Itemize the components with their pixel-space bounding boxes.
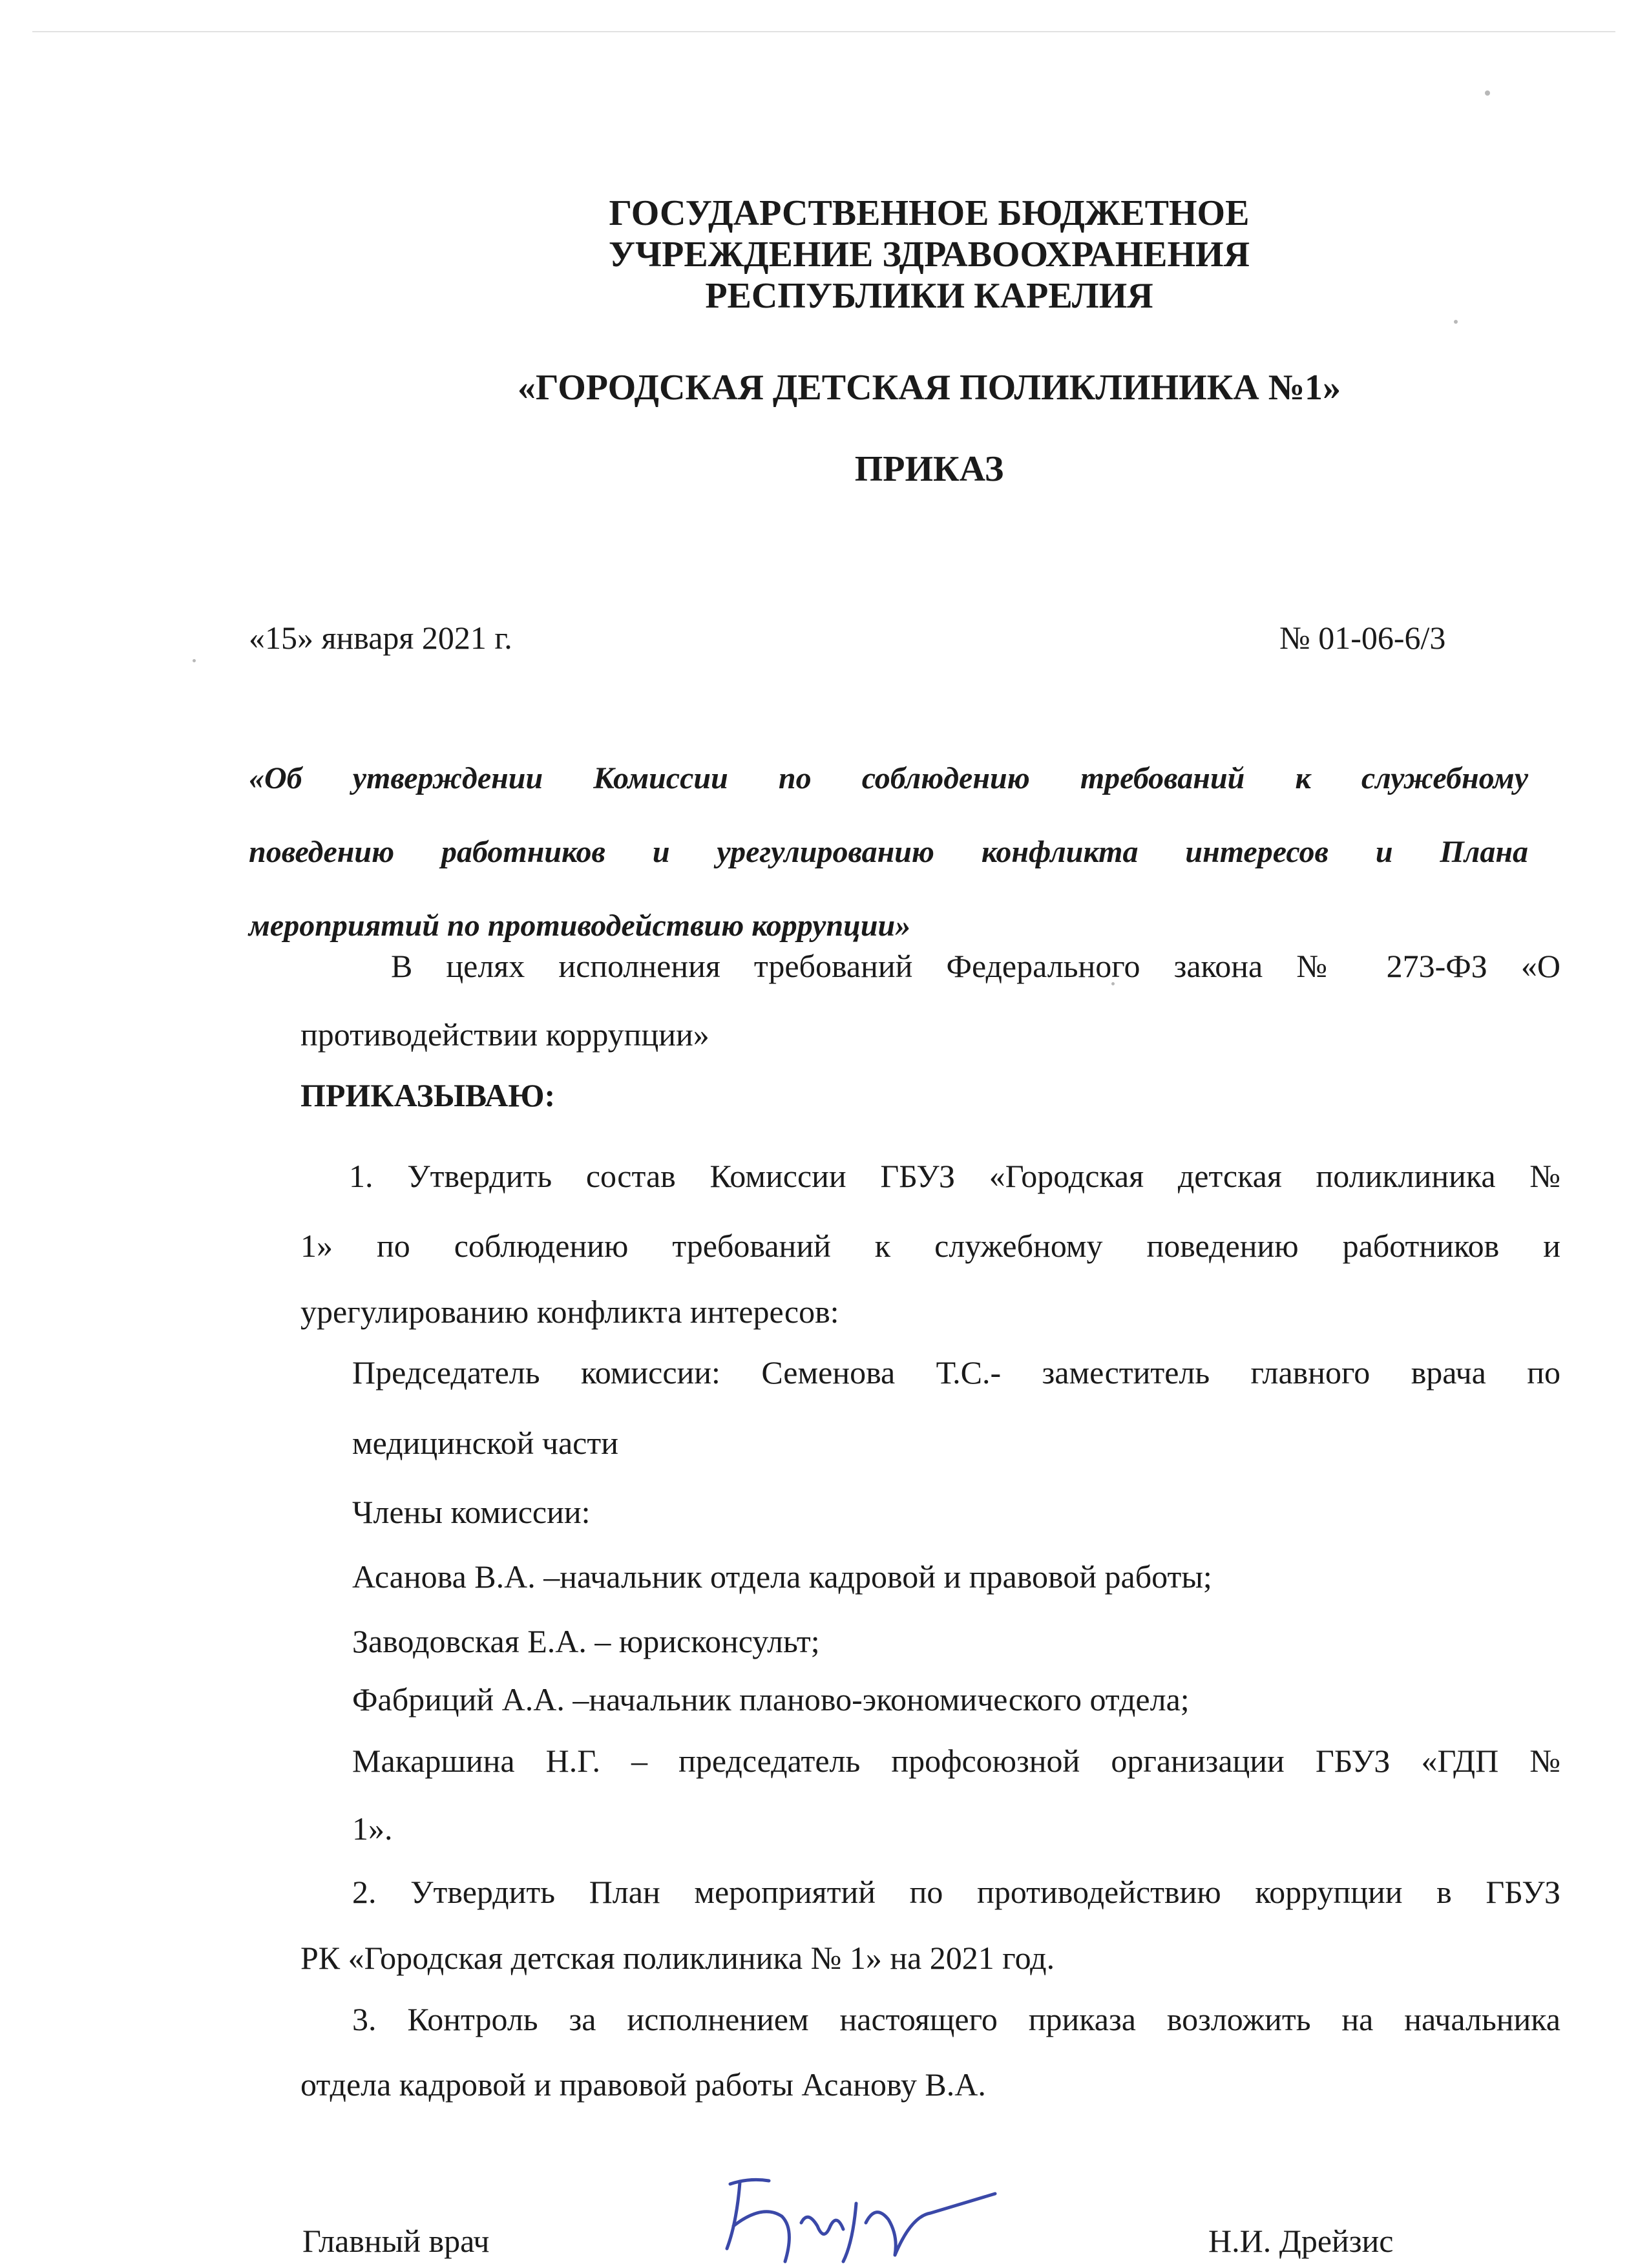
- document-type: ПРИКАЗ: [854, 449, 1004, 489]
- handwritten-signature: [704, 2165, 1014, 2268]
- signatory-name: Н.И. Дрейзис: [1208, 2223, 1394, 2259]
- item-3-line-2: отдела кадровой и правовой работы Асанову В.А.: [300, 2066, 986, 2103]
- order-title-line: поведению работников и урегулированию конфликта интересов и Плана: [249, 835, 1528, 869]
- members-label: Члены комиссии:: [352, 1494, 591, 1530]
- order-date: «15» января 2021 г.: [249, 620, 512, 656]
- institution-name: «ГОРОДСКАЯ ДЕТСКАЯ ПОЛИКЛИНИКА №1»: [518, 368, 1341, 408]
- org-line-2: УЧРЕЖДЕНИЕ ЗДРАВООХРАНЕНИЯ: [608, 235, 1250, 275]
- item-2-line-1: 2. Утвердить План мероприятий по противодействию коррупции в ГБУЗ: [352, 1874, 1560, 1910]
- item-1-line-1: 1. Утвердить состав Комиссии ГБУЗ «Городская детская поликлиника №: [349, 1158, 1560, 1194]
- member-4-line-2: 1».: [352, 1811, 393, 1847]
- member-1: Асанова В.А. –начальник отдела кадровой и правовой работы;: [352, 1559, 1212, 1595]
- member-4-line-1: Макаршина Н.Г. – председатель профсоюзной организации ГБУЗ «ГДП №: [352, 1743, 1560, 1779]
- signature-position: Главный врач: [302, 2223, 490, 2259]
- scan-speck: [1454, 320, 1458, 324]
- preamble-line-2: противодействии коррупции»: [300, 1016, 709, 1053]
- org-line-3: РЕСПУБЛИКИ КАРЕЛИЯ: [705, 276, 1153, 316]
- chair-line-2: медицинской части: [352, 1425, 618, 1461]
- chair-line-1: Председатель комиссии: Семенова Т.С.- заместитель главного врача по: [352, 1354, 1560, 1391]
- preamble-line-1: В целях исполнения требований Федерального закона № 273-ФЗ «О: [391, 948, 1560, 984]
- org-line-1: ГОСУДАРСТВЕННОЕ БЮДЖЕТНОЕ: [609, 193, 1250, 233]
- scan-edge-line: [32, 31, 1615, 32]
- item-2-line-2: РК «Городская детская поликлиника № 1» на 2021 год.: [300, 1940, 1055, 1976]
- order-number: № 01-06-6/3: [1279, 620, 1446, 656]
- order-title-line: «Об утверждении Комиссии по соблюдению требований к служебному: [249, 761, 1528, 795]
- item-1-line-2: 1» по соблюдению требований к служебному поведению работников и: [300, 1228, 1560, 1264]
- member-2: Заводовская Е.А. – юрисконсульт;: [352, 1623, 820, 1659]
- item-3-line-1: 3. Контроль за исполнением настоящего приказа возложить на начальника: [352, 2001, 1560, 2037]
- scan-speck: [193, 659, 196, 662]
- order-title-line: мероприятий по противодействию коррупции»: [249, 908, 911, 943]
- item-1-line-3: урегулированию конфликта интересов:: [300, 1294, 839, 1330]
- order-keyword: ПРИКАЗЫВАЮ:: [300, 1077, 556, 1113]
- member-3: Фабриций А.А. –начальник планово-экономического отдела;: [352, 1681, 1190, 1717]
- scan-speck: [1485, 90, 1490, 96]
- order-title: [249, 742, 1528, 963]
